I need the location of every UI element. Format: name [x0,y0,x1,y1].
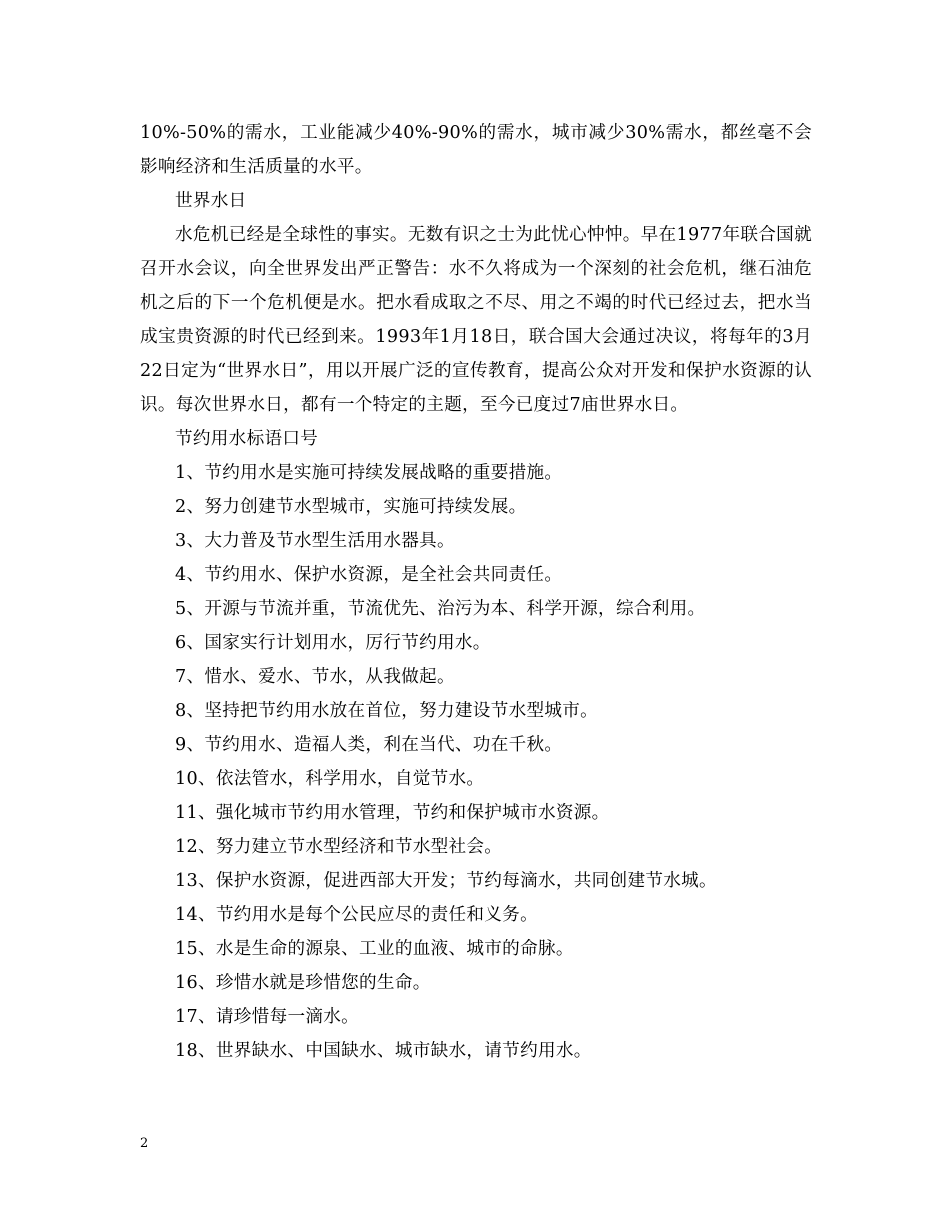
slogan-item: 10、依法管水，科学用水，自觉节水。 [175,769,485,789]
slogan-item: 1、节约用水是实施可持续发展战略的重要措施。 [175,463,563,483]
slogan-item: 4、节约用水、保护水资源，是全社会共同责任。 [175,565,563,585]
slogan-item: 15、水是生命的源泉、工业的血液、城市的命脉。 [175,939,574,959]
slogan-item: 7、惜水、爱水、节水，从我做起。 [175,667,455,687]
slogan-item: 12、努力建立节水型经济和节水型社会。 [175,837,503,857]
world-water-day-paragraph: 水危机已经是全球性的事实。无数有识之士为此忧心忡忡。早在1977年联合国就召开水会议，向全世界发出严正警告：水不久将成为一个深刻的社会危机，继石油危机之后的下一个危机便是水。把水看成取之不尽、用之不竭的时代已经过去，把水当成宝贵资源的时代已经到来。1993年1月18日，联合国大会通过决议，将每年的3月22日定为“世界水日”，用以开展广泛的宣传教育，提高公众对开发和保护水资源的认识。每次世界水日，都有一个特定的主题，至今已度过7庙世界水日。 [140,225,812,415]
slogan-item: 3、大力普及节水型生活用水器具。 [175,531,455,551]
document-body [140,116,812,1068]
page-number: 2 [140,1136,149,1151]
slogan-item: 13、保护水资源，促进西部大开发；节约每滴水，共同创建节水城。 [175,871,717,891]
slogan-list [140,456,812,1068]
slogan-item: 6、国家实行计划用水，厉行节约用水。 [175,633,491,653]
slogan-item: 17、请珍惜每一滴水。 [175,1007,360,1027]
section-heading-slogans: 节约用水标语口号 [175,429,319,449]
section-heading-world-water-day: 世界水日 [175,191,247,211]
slogan-item: 16、珍惜水就是珍惜您的生命。 [175,973,431,993]
continuation-paragraph: 10%-50%的需水，工业能减少40%-90%的需水，城市减少30%需水，都丝毫不会影响经济和生活质量的水平。 [140,123,812,177]
slogan-item: 2、努力创建节水型城市，实施可持续发展。 [175,497,527,517]
slogan-item: 11、强化城市节约用水管理，节约和保护城市水资源。 [175,803,610,823]
slogan-item: 14、节约用水是每个公民应尽的责任和义务。 [175,905,538,925]
slogan-item: 5、开源与节流并重，节流优先、治污为本、科学开源，综合利用。 [175,599,706,619]
slogan-item: 9、节约用水、造福人类，利在当代、功在千秋。 [175,735,563,755]
slogan-item: 8、坚持把节约用水放在首位，努力建设节水型城市。 [175,701,599,721]
slogan-item: 18、世界缺水、中国缺水、城市缺水，请节约用水。 [175,1041,592,1061]
